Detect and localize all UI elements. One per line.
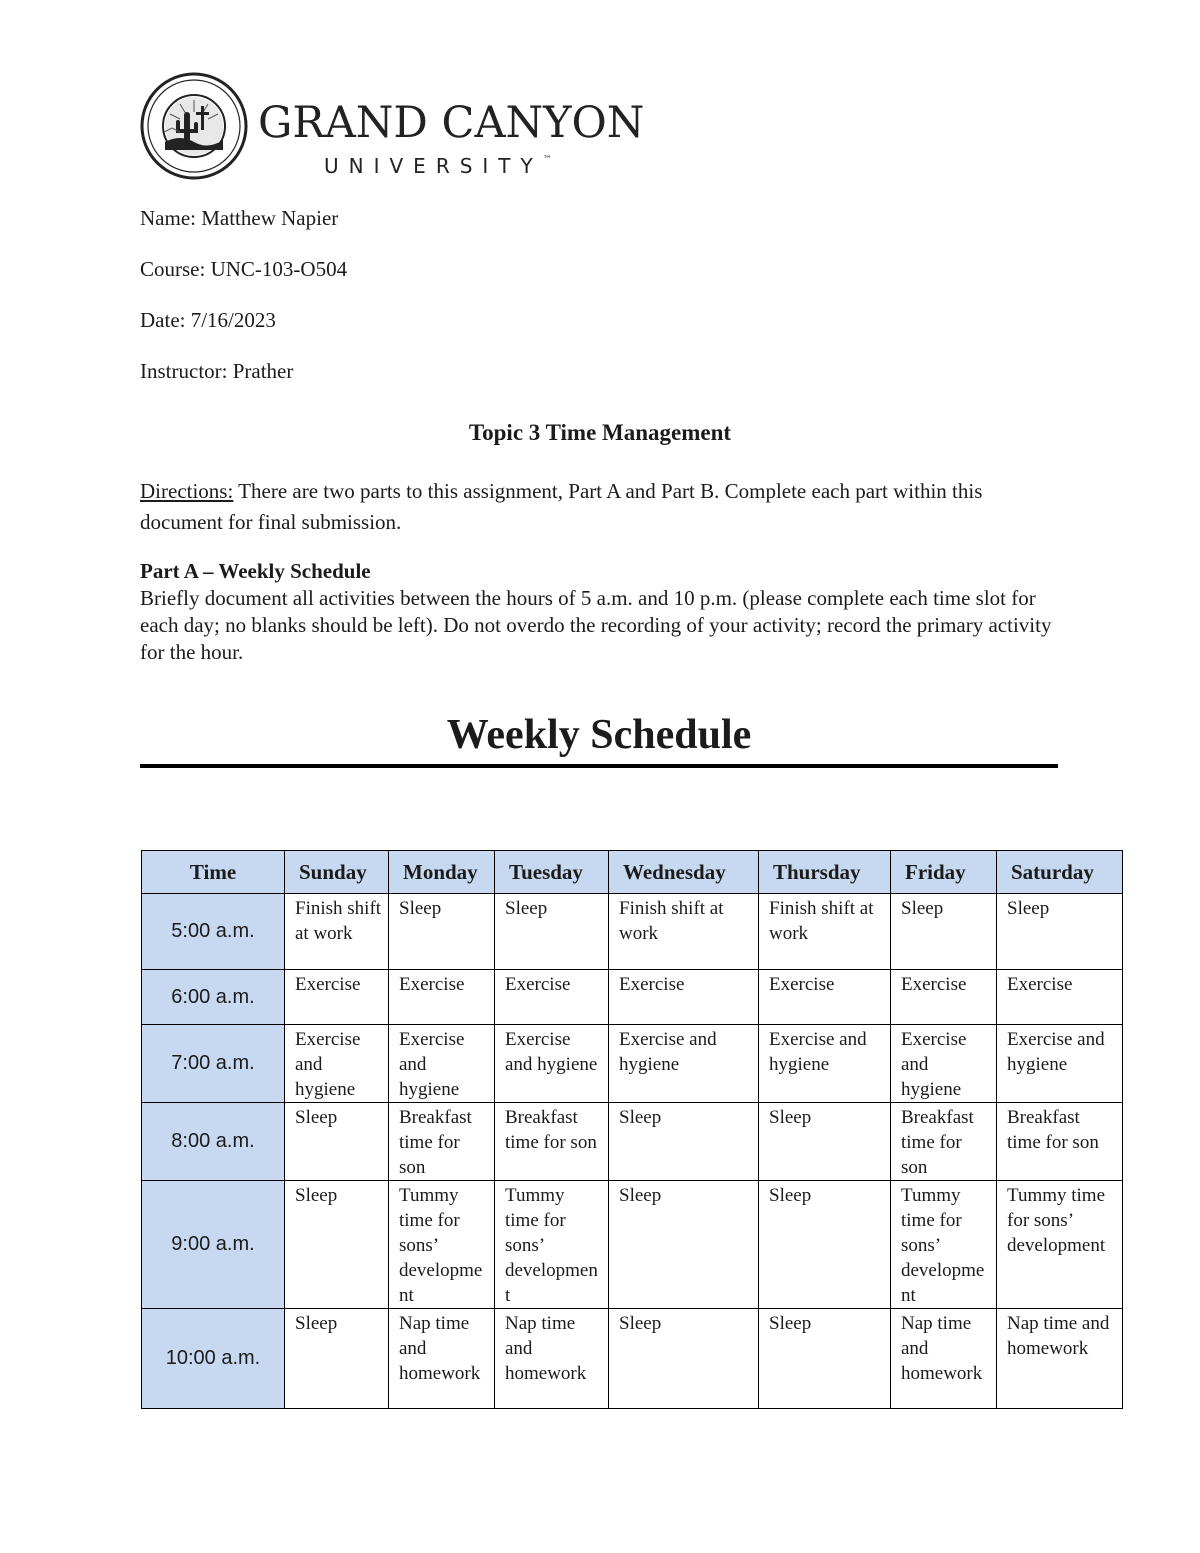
part-a-section xyxy=(140,558,1070,666)
time-cell: 10:00 a.m. xyxy=(142,1309,285,1409)
activity-cell: Exercise xyxy=(389,970,495,1025)
submission-date: Date: 7/16/2023 xyxy=(140,308,276,332)
course-code: Course: UNC-103-O504 xyxy=(140,257,348,281)
activity-cell: Exercise and hygiene xyxy=(495,1025,609,1103)
table-row xyxy=(142,1103,1123,1181)
time-cell: 6:00 a.m. xyxy=(142,970,285,1025)
table-row xyxy=(142,1309,1123,1409)
activity-cell: Sleep xyxy=(759,1181,891,1309)
activity-cell: Finish shift at work xyxy=(609,894,759,970)
activity-cell: Breakfast time for son xyxy=(389,1103,495,1181)
activity-cell: Sleep xyxy=(609,1309,759,1409)
directions-label: Directions: xyxy=(140,479,234,503)
activity-cell: Exercise xyxy=(891,970,997,1025)
weekly-schedule-title: Weekly Schedule xyxy=(446,712,752,758)
activity-cell: Sleep xyxy=(389,894,495,970)
activity-cell: Sleep xyxy=(609,1181,759,1309)
header-saturday: Saturday xyxy=(997,851,1123,894)
activity-cell: Sleep xyxy=(891,894,997,970)
activity-cell: Breakfast time for son xyxy=(997,1103,1123,1181)
topic-title: Topic 3 Time Management xyxy=(468,420,732,445)
logo-subtitle-text: UNIVERSITY xyxy=(324,154,543,178)
activity-cell: Exercise xyxy=(759,970,891,1025)
activity-cell: Breakfast time for son xyxy=(891,1103,997,1181)
activity-cell: Exercise and hygiene xyxy=(997,1025,1123,1103)
header-tuesday: Tuesday xyxy=(495,851,609,894)
activity-cell: Exercise and hygiene xyxy=(389,1025,495,1103)
activity-cell: Exercise and hygiene xyxy=(759,1025,891,1103)
activity-cell: Tummy time for sons’ development xyxy=(891,1181,997,1309)
activity-cell: Exercise and hygiene xyxy=(609,1025,759,1103)
part-a-instructions: Briefly document all activities between the hours of 5 a.m. and 10 p.m. (please complete each time slot for each day; no blanks should be left). Do not overdo the recording of your activity; record the primary activity for the hour. xyxy=(140,586,1052,664)
directions-paragraph xyxy=(140,476,1070,538)
activity-cell: Sleep xyxy=(495,894,609,970)
weekly-schedule-table xyxy=(141,850,1123,1409)
time-cell: 8:00 a.m. xyxy=(142,1103,285,1181)
activity-cell: Finish shift at work xyxy=(759,894,891,970)
header-time: Time xyxy=(142,851,285,894)
table-row xyxy=(142,970,1123,1025)
header-monday: Monday xyxy=(389,851,495,894)
student-name: Name: Matthew Napier xyxy=(140,206,339,230)
activity-cell: Breakfast time for son xyxy=(495,1103,609,1181)
activity-cell: Sleep xyxy=(285,1103,389,1181)
activity-cell: Nap time and homework xyxy=(389,1309,495,1409)
table-header-row xyxy=(142,851,1123,894)
activity-cell: Exercise xyxy=(495,970,609,1025)
time-cell: 5:00 a.m. xyxy=(142,894,285,970)
activity-cell: Sleep xyxy=(759,1309,891,1409)
instructor-name: Instructor: Prather xyxy=(140,359,294,383)
header-wednesday: Wednesday xyxy=(609,851,759,894)
activity-cell: Exercise and hygiene xyxy=(285,1025,389,1103)
activity-cell: Exercise xyxy=(997,970,1123,1025)
table-row xyxy=(142,1181,1123,1309)
table-row xyxy=(142,894,1123,970)
logo-title: GRAND CANYON xyxy=(258,98,645,148)
time-cell: 7:00 a.m. xyxy=(142,1025,285,1103)
logo-subtitle xyxy=(324,156,552,176)
header-sunday: Sunday xyxy=(285,851,389,894)
header-thursday: Thursday xyxy=(759,851,891,894)
activity-cell: Tummy time for sons’ development xyxy=(389,1181,495,1309)
activity-cell: Tummy time for sons’ development xyxy=(997,1181,1123,1309)
part-a-heading: Part A – Weekly Schedule xyxy=(140,559,371,583)
activity-cell: Sleep xyxy=(285,1181,389,1309)
time-cell: 9:00 a.m. xyxy=(142,1181,285,1309)
activity-cell: Nap time and homework xyxy=(891,1309,997,1409)
header-friday: Friday xyxy=(891,851,997,894)
activity-cell: Exercise xyxy=(609,970,759,1025)
activity-cell: Nap time and homework xyxy=(495,1309,609,1409)
activity-cell: Tummy time for sons’ development xyxy=(495,1181,609,1309)
activity-cell: Sleep xyxy=(609,1103,759,1181)
directions-text: There are two parts to this assignment, Part A and Part B. Complete each part within this document for final submission. xyxy=(140,479,983,534)
university-seal-icon xyxy=(140,72,248,180)
activity-cell: Sleep xyxy=(997,894,1123,970)
activity-cell: Finish shift at work xyxy=(285,894,389,970)
activity-cell: Exercise and hygiene xyxy=(891,1025,997,1103)
title-underline-rule xyxy=(140,764,1058,768)
activity-cell: Sleep xyxy=(759,1103,891,1181)
table-row xyxy=(142,1025,1123,1103)
activity-cell: Nap time and homework xyxy=(997,1309,1123,1409)
activity-cell: Sleep xyxy=(285,1309,389,1409)
logo-trademark: ™ xyxy=(542,155,552,165)
activity-cell: Exercise xyxy=(285,970,389,1025)
university-logo xyxy=(140,72,660,180)
